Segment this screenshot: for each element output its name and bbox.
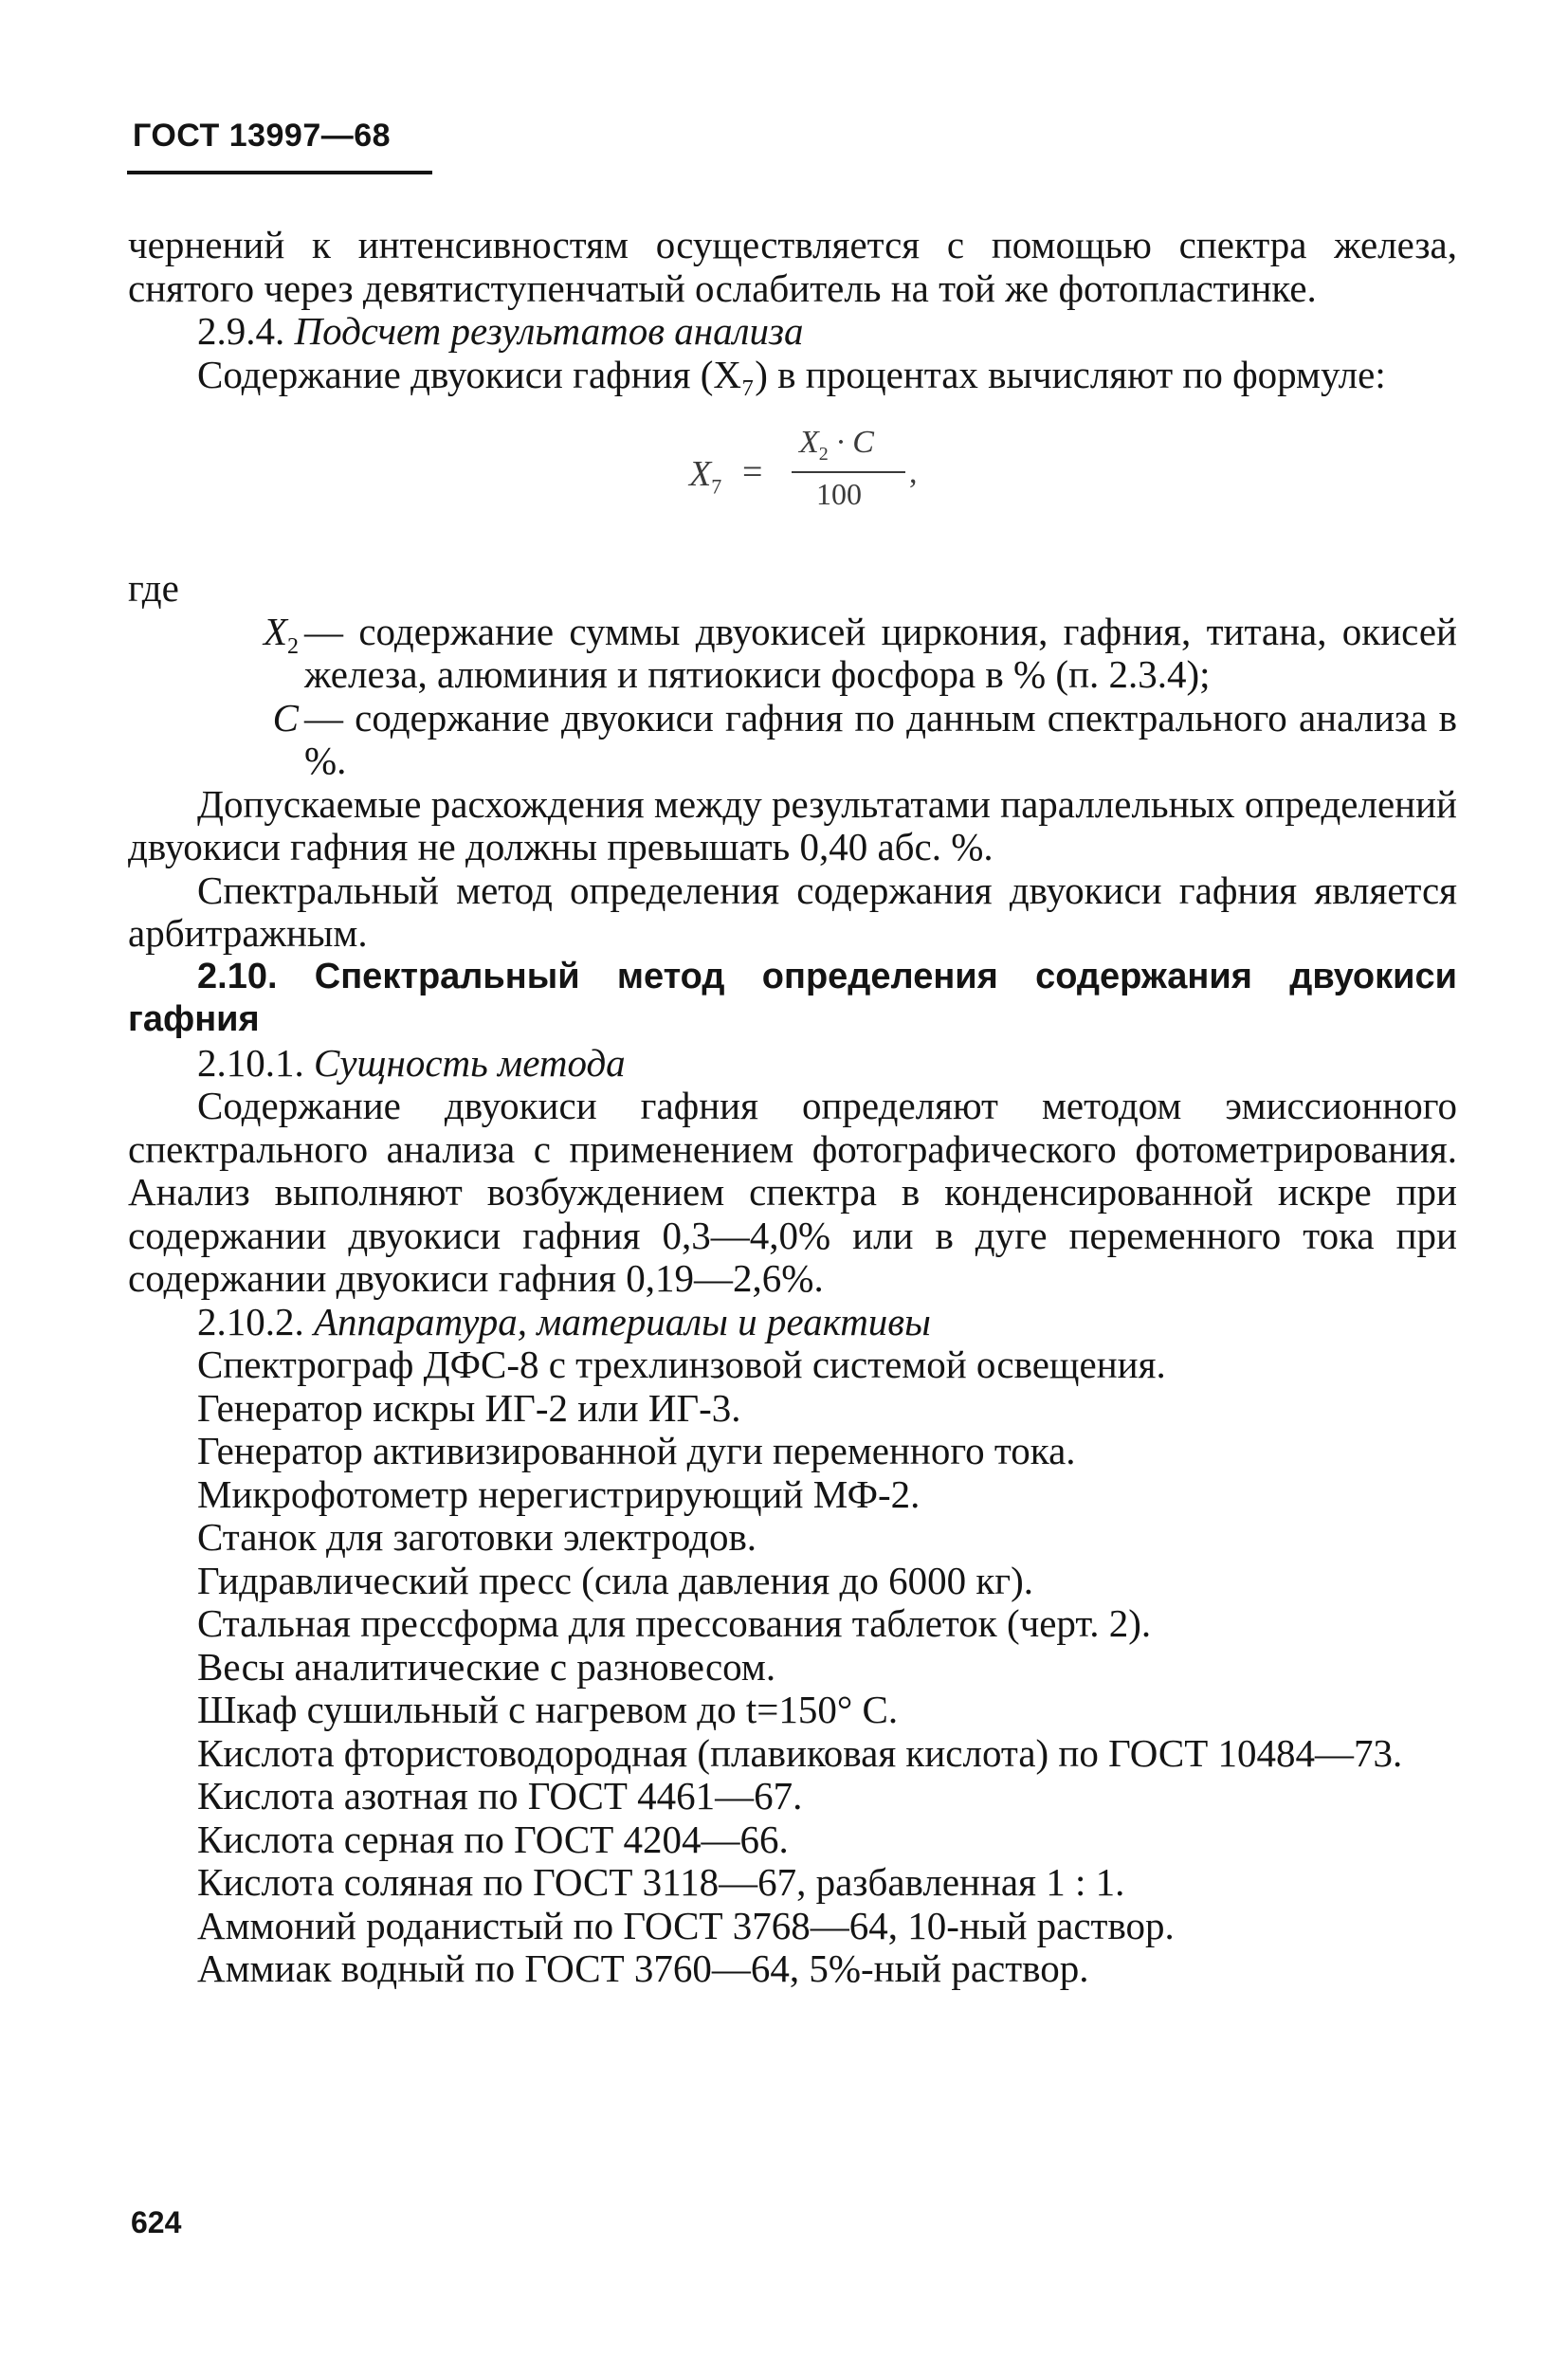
header-rule: [127, 171, 432, 174]
subsection-2-10-1: [128, 1042, 1457, 1086]
formula: [128, 396, 1457, 557]
definition-c: [128, 697, 1457, 783]
subsection-title: Подсчет результатов анализа: [294, 309, 804, 353]
equipment-item: Аммоний роданистый по ГОСТ 3768—64, 10-ный раствор.: [197, 1903, 1175, 1947]
paragraph-formula-intro: Содержание двуокиси гафния (X₇) в процентах вычисляют по формуле:: [197, 352, 1386, 396]
equipment-list: [128, 1343, 1457, 1991]
subsection-number: 2.10.2.: [197, 1299, 304, 1343]
paragraph-continuation: чернений к интенсивностям осуществляется с помощью спектра железа, снятого через девятиступенчатый ослабитель на той же фотопластинке.: [128, 223, 1457, 310]
equipment-item: Кислота серная по ГОСТ 4204—66.: [197, 1817, 789, 1861]
section-2-10-heading: 2.10. Спектральный метод определения содержания двуокиси гафния: [128, 956, 1457, 1039]
equipment-item: Генератор искры ИГ-2 или ИГ-3.: [197, 1385, 741, 1430]
paragraph-tolerance: Допускаемые расхождения между результатами параллельных определений двуокиси гафния не должны превышать 0,40 абс. %.: [128, 781, 1457, 868]
formula-numerator: $X_2 \cdot C$: [799, 425, 874, 465]
equipment-item: Генератор активизированной дуги переменного тока.: [197, 1429, 1076, 1472]
equipment-item: Кислота фтористоводородная (плавиковая кислота) по ГОСТ 10484—73.: [197, 1730, 1403, 1775]
equipment-item: Аммиак водный по ГОСТ 3760—64, 5%-ный раствор.: [197, 1946, 1089, 1990]
equipment-item: Станок для заготовки электродов.: [197, 1515, 757, 1559]
definition-text: — содержание двуокиси гафния по данным спектрального анализа в %.: [304, 695, 1457, 782]
subsection-2-9-4: [128, 310, 1457, 354]
definition-text: — содержание суммы двуокисей циркония, гафния, титана, окисей железа, алюминия и пятиокиси фосфора в % (п. 2.3.4);: [304, 609, 1457, 696]
subsection-title: Сущность метода: [314, 1040, 626, 1085]
subsection-title: Аппаратура, материалы и реактивы: [314, 1299, 931, 1343]
document-body: [128, 224, 1457, 1991]
formula-equals: =: [742, 452, 763, 492]
subsection-2-10-2: [128, 1301, 1457, 1344]
definition-symbol: $X_2$: [263, 609, 299, 659]
definition-x2: [128, 611, 1457, 697]
paragraph-method-essence: Содержание двуокиси гафния определяют методом эмиссионного спектрального анализа с применением фотографического фотометрирования. Анализ выполняют возбуждением спектра в конденсированной искре при содержании двуокиси гафния 0,3—4,0% или в дуге переменного тока при содержании двуокиси гафния 0,19—2,6%.: [128, 1084, 1457, 1300]
formula-fraction-bar: [792, 471, 905, 473]
paragraph-arbitration: Спектральный метод определения содержания двуокиси гафния является арбитражным.: [128, 868, 1457, 955]
equipment-item: Шкаф сушильный с нагревом до t=150° С.: [197, 1688, 899, 1731]
equipment-item: Микрофотометр нерегистрирующий МФ-2.: [197, 1471, 921, 1516]
page-number: 624: [131, 2205, 182, 2239]
page-header: ГОСТ 13997—68: [133, 118, 392, 154]
equipment-item: Спектрограф ДФС-8 с трехлинзовой системой освещения.: [197, 1343, 1166, 1386]
formula-denominator: 100: [816, 477, 862, 511]
equipment-item: Стальная прессформа для прессования таблеток (черт. 2).: [197, 1601, 1152, 1645]
formula-lhs: $X_7$: [689, 454, 722, 499]
equipment-item: Весы аналитические с разновесом.: [197, 1644, 776, 1689]
definition-symbol: C: [272, 695, 299, 740]
equipment-item: Кислота азотная по ГОСТ 4461—67.: [197, 1774, 803, 1818]
subsection-number: 2.9.4.: [197, 309, 285, 353]
equipment-item: Гидравлический пресс (сила давления до 6000 кг).: [197, 1558, 1033, 1602]
formula-comma: ,: [909, 455, 918, 490]
equipment-item: Кислота соляная по ГОСТ 3118—67, разбавленная 1 : 1.: [197, 1860, 1125, 1904]
subsection-number: 2.10.1.: [197, 1040, 304, 1085]
where-label: где: [128, 566, 179, 610]
